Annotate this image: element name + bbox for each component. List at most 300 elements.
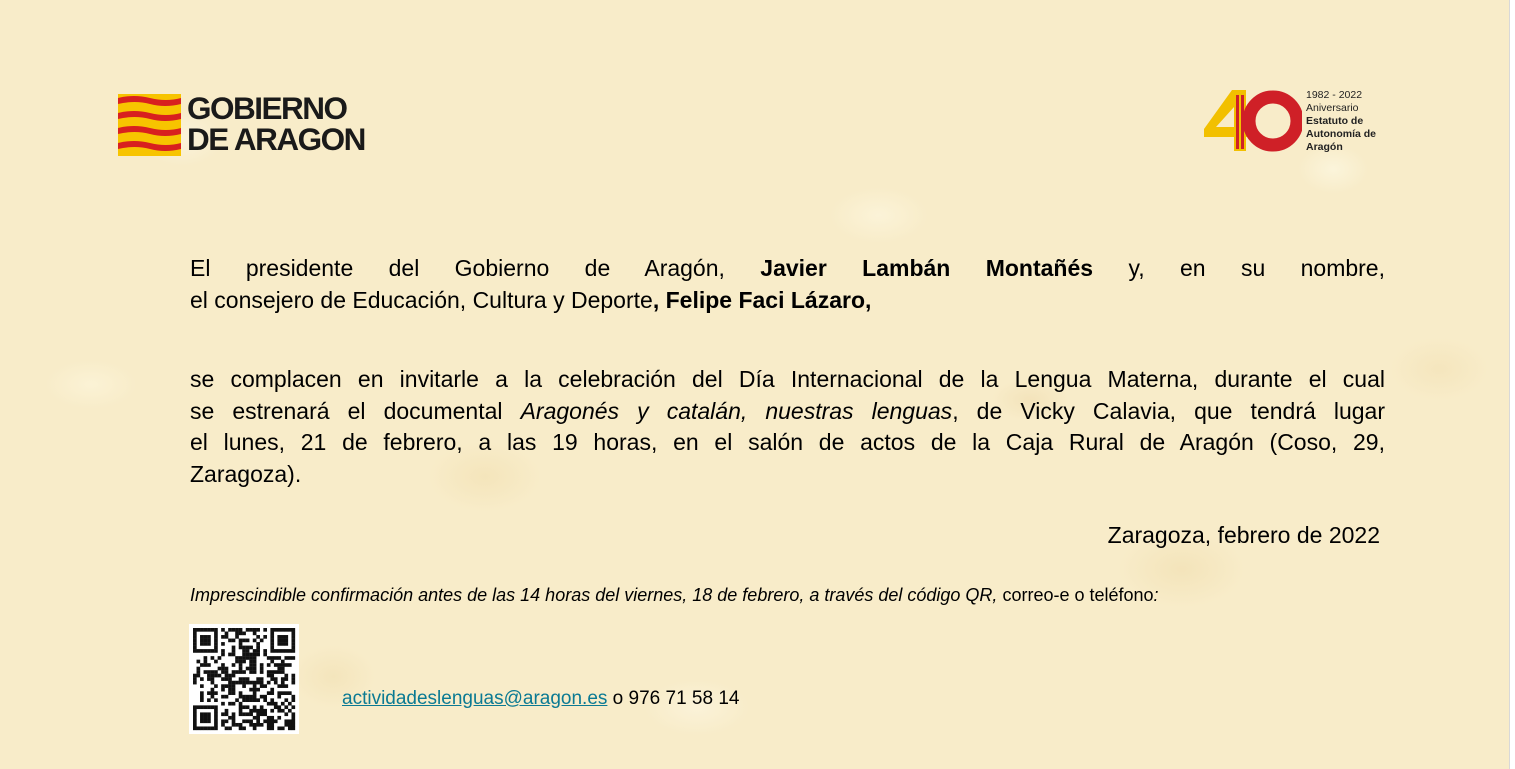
qr-module xyxy=(288,656,292,660)
qr-module xyxy=(263,635,267,639)
qr-module xyxy=(256,688,260,692)
qr-module xyxy=(225,667,229,671)
invitation-event-paragraph xyxy=(190,364,1385,490)
qr-module xyxy=(200,712,204,716)
qr-module xyxy=(207,716,211,720)
qr-module xyxy=(214,670,218,674)
invitation-hosts-paragraph xyxy=(190,253,1385,316)
qr-module xyxy=(246,656,250,660)
qr-module xyxy=(267,723,271,727)
qr-module xyxy=(221,688,225,692)
qr-module xyxy=(197,649,201,653)
qr-module xyxy=(246,712,250,716)
qr-module xyxy=(200,726,204,730)
qr-module xyxy=(277,642,281,646)
qr-module xyxy=(253,709,257,713)
qr-module xyxy=(228,684,232,688)
qr-module xyxy=(207,635,211,639)
qr-module xyxy=(284,649,288,653)
qr-module xyxy=(197,628,201,632)
qr-module xyxy=(225,684,229,688)
qr-module xyxy=(253,691,257,695)
event-line-2-a: se estrenará el documental xyxy=(190,397,503,424)
qr-module xyxy=(284,723,288,727)
qr-module xyxy=(193,642,197,646)
qr-module xyxy=(253,726,257,730)
qr-module xyxy=(221,677,225,681)
qr-module xyxy=(263,653,267,657)
qr-module xyxy=(267,670,271,674)
qr-module xyxy=(235,670,239,674)
qr-module xyxy=(207,719,211,723)
qr-module xyxy=(270,677,274,681)
qr-module xyxy=(235,628,239,632)
qr-module xyxy=(207,663,211,667)
qr-module xyxy=(232,670,236,674)
qr-module xyxy=(249,663,253,667)
qr-module xyxy=(193,632,197,636)
qr-module xyxy=(246,677,250,681)
qr-module xyxy=(193,628,197,632)
qr-module xyxy=(211,705,215,709)
qr-module xyxy=(218,674,222,678)
qr-module xyxy=(214,639,218,643)
forty-anniversary-icon xyxy=(1202,87,1302,155)
qr-module xyxy=(214,705,218,709)
gobierno-de-aragon-logo xyxy=(118,90,408,159)
qr-module xyxy=(270,716,274,720)
qr-module xyxy=(242,698,246,702)
qr-module xyxy=(267,702,271,706)
event-line-2-b: , de Vicky Calavia, que tendrá lugar xyxy=(952,397,1385,424)
qr-module xyxy=(249,667,253,671)
qr-module xyxy=(253,656,257,660)
qr-module xyxy=(246,649,250,653)
qr-module xyxy=(277,656,281,660)
qr-module xyxy=(253,684,257,688)
qr-module xyxy=(239,660,243,664)
qr-module xyxy=(207,705,211,709)
qr-module xyxy=(267,681,271,685)
confirmation-note xyxy=(190,583,1159,607)
qr-module xyxy=(246,705,250,709)
qr-module xyxy=(270,691,274,695)
anniversary-line3: Autonomía de xyxy=(1306,128,1376,140)
qr-module xyxy=(225,695,229,699)
qr-module xyxy=(239,628,243,632)
qr-module xyxy=(256,719,260,723)
qr-module xyxy=(228,681,232,685)
qr-module xyxy=(239,726,243,730)
qr-module xyxy=(204,649,208,653)
qr-module xyxy=(284,705,288,709)
qr-module xyxy=(225,709,229,713)
qr-module xyxy=(267,719,271,723)
qr-module xyxy=(260,639,264,643)
qr-module xyxy=(211,681,215,685)
qr-module xyxy=(281,667,285,671)
qr-module xyxy=(228,674,232,678)
qr-module xyxy=(246,719,250,723)
qr-module xyxy=(256,677,260,681)
qr-module xyxy=(232,723,236,727)
qr-module xyxy=(284,642,288,646)
qr-module xyxy=(256,712,260,716)
qr-module xyxy=(232,688,236,692)
hosts-text-c: y, en su nombre, xyxy=(1128,255,1385,281)
phone-number: 976 71 58 14 xyxy=(628,688,740,709)
qr-module xyxy=(260,681,264,685)
qr-module xyxy=(211,688,215,692)
qr-module xyxy=(204,719,208,723)
qr-module xyxy=(221,649,225,653)
qr-module xyxy=(281,639,285,643)
documentary-title: Aragonés y catalán, nuestras lenguas xyxy=(520,397,953,424)
qr-module xyxy=(284,663,288,667)
qr-module xyxy=(214,660,218,664)
qr-module xyxy=(277,663,281,667)
qr-module xyxy=(281,628,285,632)
qr-module xyxy=(235,635,239,639)
qr-module xyxy=(284,719,288,723)
qr-module xyxy=(193,716,197,720)
qr-module xyxy=(228,639,232,643)
qr-module xyxy=(274,681,278,685)
confirmation-note-plain: correo-e o teléfono xyxy=(997,585,1154,605)
qr-module xyxy=(214,628,218,632)
qr-module xyxy=(263,719,267,723)
qr-module xyxy=(249,646,253,650)
qr-module xyxy=(291,695,295,699)
qr-code[interactable] xyxy=(189,624,299,734)
qr-module xyxy=(232,663,236,667)
qr-module xyxy=(228,688,232,692)
qr-module xyxy=(288,709,292,713)
qr-module xyxy=(249,688,253,692)
qr-module xyxy=(270,642,274,646)
qr-module xyxy=(207,642,211,646)
qr-module xyxy=(270,698,274,702)
qr-module xyxy=(260,677,264,681)
qr-module xyxy=(242,670,246,674)
qr-module xyxy=(214,642,218,646)
qr-module xyxy=(193,674,197,678)
qr-module xyxy=(260,712,264,716)
qr-module xyxy=(221,702,225,706)
qr-module xyxy=(211,674,215,678)
page-edge xyxy=(1509,0,1515,769)
qr-module xyxy=(274,663,278,667)
qr-module xyxy=(249,656,253,660)
qr-module xyxy=(218,667,222,671)
qr-module xyxy=(239,681,243,685)
qr-module xyxy=(207,677,211,681)
qr-module xyxy=(214,712,218,716)
qr-module xyxy=(228,677,232,681)
consejero-name: , Felipe Faci Lázaro, xyxy=(652,286,872,313)
qr-module xyxy=(281,684,285,688)
qr-module xyxy=(242,726,246,730)
qr-module xyxy=(239,667,243,671)
qr-module xyxy=(291,674,295,678)
qr-module xyxy=(288,726,292,730)
qr-module xyxy=(249,660,253,664)
qr-module xyxy=(239,642,243,646)
qr-module xyxy=(253,688,257,692)
qr-module xyxy=(263,709,267,713)
qr-module xyxy=(288,719,292,723)
qr-module xyxy=(256,628,260,632)
contact-separator: o xyxy=(607,688,629,709)
qr-module xyxy=(291,705,295,709)
confirmation-note-end: : xyxy=(1153,585,1159,605)
qr-module xyxy=(225,632,229,636)
qr-module xyxy=(211,726,215,730)
qr-module xyxy=(291,698,295,702)
qr-module xyxy=(256,716,260,720)
qr-module xyxy=(225,726,229,730)
qr-module xyxy=(249,719,253,723)
qr-module xyxy=(214,726,218,730)
qr-module xyxy=(232,684,236,688)
qr-module xyxy=(207,628,211,632)
qr-module xyxy=(253,698,257,702)
qr-module xyxy=(270,628,274,632)
qr-module xyxy=(260,705,264,709)
qr-module xyxy=(228,653,232,657)
qr-module xyxy=(291,632,295,636)
qr-module xyxy=(232,628,236,632)
qr-module xyxy=(197,670,201,674)
qr-module xyxy=(239,705,243,709)
hosts-text-d: el consejero de Educación, Cultura y Deporte xyxy=(190,286,653,313)
qr-module xyxy=(221,719,225,723)
qr-module xyxy=(253,670,257,674)
anniversary-line4: Aragón xyxy=(1306,141,1343,153)
qr-module xyxy=(256,635,260,639)
qr-module xyxy=(270,702,274,706)
qr-module xyxy=(242,719,246,723)
qr-module xyxy=(204,670,208,674)
qr-module xyxy=(281,670,285,674)
qr-module xyxy=(197,726,201,730)
qr-module xyxy=(225,677,229,681)
event-line-1: se complacen en invitarle a la celebración del Día Internacional de la Lengua Materna, durante el cual xyxy=(190,366,1385,392)
qr-module xyxy=(263,684,267,688)
qr-module xyxy=(197,705,201,709)
qr-module xyxy=(281,702,285,706)
qr-module xyxy=(288,691,292,695)
qr-module xyxy=(277,670,281,674)
qr-module xyxy=(214,635,218,639)
email-link[interactable]: actividadeslenguas@aragon.es xyxy=(342,688,608,709)
qr-module xyxy=(253,663,257,667)
qr-module xyxy=(242,660,246,664)
qr-module xyxy=(211,656,215,660)
qr-module xyxy=(270,649,274,653)
qr-module xyxy=(200,677,204,681)
qr-module xyxy=(221,642,225,646)
qr-module xyxy=(281,635,285,639)
qr-module xyxy=(242,649,246,653)
qr-module xyxy=(218,656,222,660)
qr-module xyxy=(197,667,201,671)
qr-module xyxy=(200,684,204,688)
qr-module xyxy=(270,660,274,664)
qr-module xyxy=(239,691,243,695)
qr-module xyxy=(232,702,236,706)
qr-module xyxy=(200,628,204,632)
qr-module xyxy=(242,653,246,657)
qr-module xyxy=(221,628,225,632)
qr-module xyxy=(249,709,253,713)
qr-module xyxy=(256,709,260,713)
qr-module xyxy=(193,646,197,650)
qr-module xyxy=(281,726,285,730)
qr-module xyxy=(225,719,229,723)
qr-module xyxy=(267,716,271,720)
qr-module xyxy=(204,726,208,730)
qr-module xyxy=(256,646,260,650)
qr-module xyxy=(193,635,197,639)
qr-module xyxy=(232,674,236,678)
qr-module xyxy=(291,681,295,685)
qr-module xyxy=(260,684,264,688)
qr-module xyxy=(253,639,257,643)
qr-module xyxy=(197,674,201,678)
qr-module xyxy=(239,709,243,713)
qr-module xyxy=(291,642,295,646)
qr-module xyxy=(211,691,215,695)
qr-module xyxy=(239,702,243,706)
qr-module xyxy=(291,646,295,650)
qr-module xyxy=(239,646,243,650)
qr-module xyxy=(246,681,250,685)
qr-module xyxy=(274,670,278,674)
qr-module xyxy=(256,681,260,685)
qr-module xyxy=(249,628,253,632)
qr-module xyxy=(242,677,246,681)
qr-module xyxy=(242,646,246,650)
confirmation-note-italic: Imprescindible confirmación antes de las 14 horas del viernes, 18 de febrero, a través del código QR, xyxy=(190,585,998,605)
qr-module xyxy=(277,635,281,639)
anniversary-logo xyxy=(1202,87,1402,157)
hosts-text-a: El presidente del Gobierno de Aragón, xyxy=(190,255,725,281)
qr-module xyxy=(270,726,274,730)
qr-module xyxy=(277,684,281,688)
qr-module xyxy=(242,712,246,716)
qr-module xyxy=(193,639,197,643)
qr-module xyxy=(228,628,232,632)
qr-module xyxy=(256,723,260,727)
qr-module xyxy=(284,674,288,678)
qr-module xyxy=(281,660,285,664)
qr-module xyxy=(270,670,274,674)
qr-module xyxy=(291,723,295,727)
qr-module xyxy=(204,705,208,709)
qr-module xyxy=(239,656,243,660)
hosts-line-2 xyxy=(190,285,1385,317)
qr-module xyxy=(246,653,250,657)
qr-module xyxy=(270,719,274,723)
qr-module xyxy=(211,695,215,699)
qr-module xyxy=(204,642,208,646)
qr-module xyxy=(277,726,281,730)
qr-module xyxy=(232,646,236,650)
qr-module xyxy=(239,712,243,716)
qr-module xyxy=(281,663,285,667)
qr-module xyxy=(291,712,295,716)
qr-module xyxy=(277,716,281,720)
qr-module xyxy=(270,674,274,678)
qr-module xyxy=(256,642,260,646)
qr-module xyxy=(235,681,239,685)
qr-module xyxy=(211,649,215,653)
qr-module xyxy=(284,691,288,695)
qr-module xyxy=(291,719,295,723)
qr-module xyxy=(260,670,264,674)
qr-module xyxy=(277,639,281,643)
qr-module xyxy=(242,681,246,685)
qr-module xyxy=(214,719,218,723)
qr-module xyxy=(288,702,292,706)
qr-module xyxy=(207,670,211,674)
qr-module xyxy=(211,628,215,632)
anniversary-line1: Aniversario xyxy=(1306,102,1359,114)
qr-module xyxy=(242,695,246,699)
qr-module xyxy=(274,677,278,681)
qr-module xyxy=(288,723,292,727)
qr-module xyxy=(277,667,281,671)
qr-module xyxy=(200,663,204,667)
qr-module xyxy=(225,635,229,639)
qr-module xyxy=(288,663,292,667)
qr-module xyxy=(260,723,264,727)
qr-module xyxy=(277,649,281,653)
qr-module xyxy=(200,705,204,709)
qr-module xyxy=(260,695,264,699)
qr-module xyxy=(214,691,218,695)
qr-module xyxy=(277,705,281,709)
qr-module xyxy=(225,712,229,716)
qr-module xyxy=(270,639,274,643)
qr-module xyxy=(204,656,208,660)
qr-module xyxy=(200,716,204,720)
qr-module xyxy=(270,646,274,650)
qr-module xyxy=(246,639,250,643)
qr-module xyxy=(239,639,243,643)
anniversary-text xyxy=(1306,89,1376,154)
gov-logo-line2: DE ARAGON xyxy=(187,121,365,157)
qr-module xyxy=(204,712,208,716)
qr-module xyxy=(235,656,239,660)
qr-module xyxy=(246,667,250,671)
qr-module xyxy=(221,723,225,727)
qr-module xyxy=(260,709,264,713)
qr-module xyxy=(239,695,243,699)
qr-module xyxy=(284,639,288,643)
qr-module xyxy=(204,660,208,664)
qr-module xyxy=(221,684,225,688)
qr-module xyxy=(193,712,197,716)
qr-module xyxy=(291,716,295,720)
qr-module xyxy=(239,670,243,674)
qr-module xyxy=(207,726,211,730)
qr-module xyxy=(232,719,236,723)
qr-module xyxy=(242,656,246,660)
qr-module xyxy=(228,716,232,720)
gov-logo-wordmark xyxy=(187,90,365,157)
